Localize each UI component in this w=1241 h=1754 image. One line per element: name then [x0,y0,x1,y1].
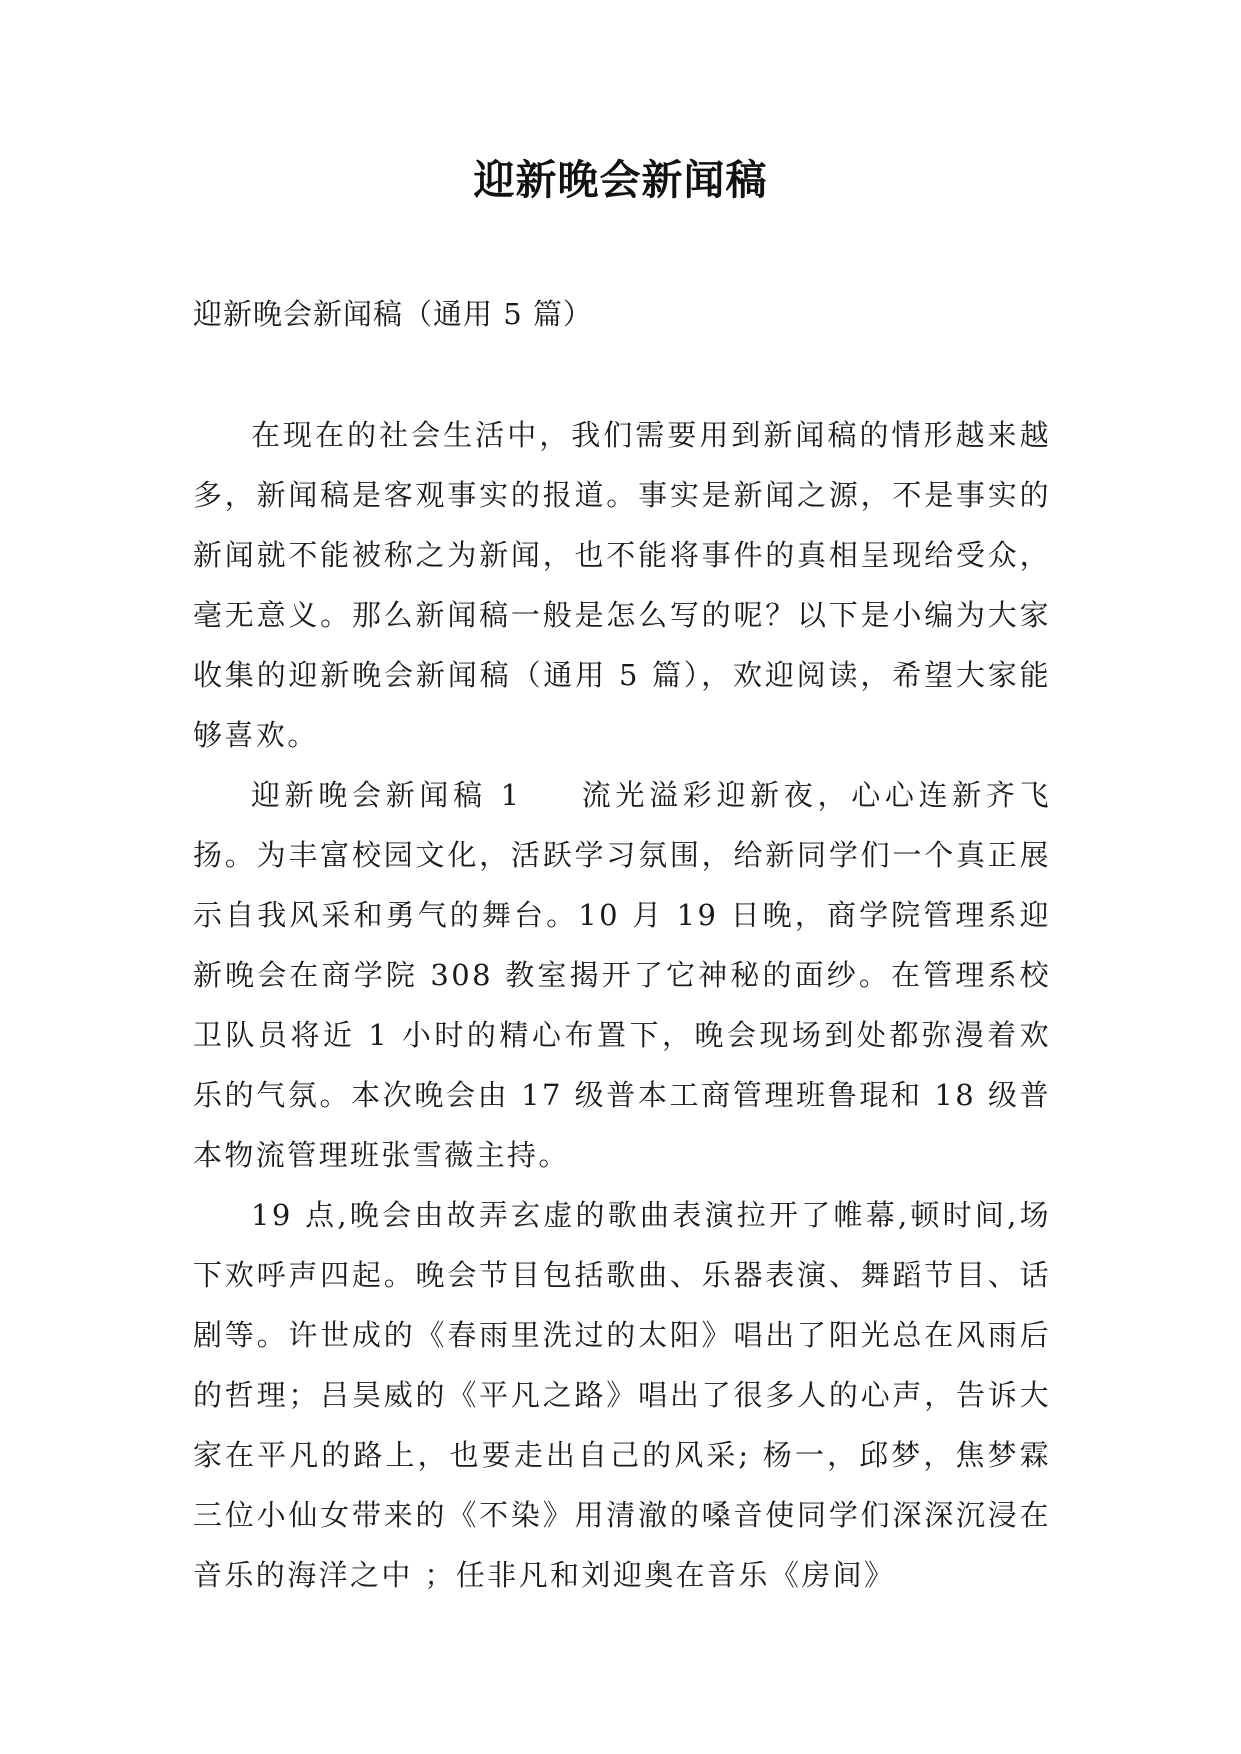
document-title: 迎新晚会新闻稿 [473,156,768,204]
section-1-text: 流光溢彩迎新夜，心心连新齐飞扬。为丰富校园文化，活跃学习氛围，给新同学们一个真正展示自我风采和勇气的舞台。10 月 19 日晚，商学院管理系迎新晚会在商学院 308 教室揭开了它神秘的面纱。在管理系校卫队员将近 1 小时的精心布置下，晚会现场到处都弥漫着欢乐的气氛。本次晚会由 17 级普本工商管理班鲁琨和 18 级普本物流管理班张雪薇主持。 [193,778,1051,1172]
body-paragraph-3: 19 点,晚会由故弄玄虚的歌曲表演拉开了帷幕,顿时间,场下欢呼声四起。晚会节目包括歌曲、乐器表演、舞蹈节目、话剧等。许世成的《春雨里洗过的太阳》唱出了阳光总在风雨后的哲理；吕昊威的《平凡之路》唱出了很多人的心声，告诉大家在平凡的路上，也要走出自己的风采; 杨一，邱梦，焦梦霖三位小仙女带来的《不染》用清澈的嗓音使同学们深深沉浸在音乐的海洋之中 ；任非凡和刘迎奥在音乐《房间》 [193,1198,1051,1592]
document-body [193,405,1051,1605]
document-subtitle: 迎新晚会新闻稿（通用 5 篇） [193,297,593,331]
section-1-heading: 迎新晚会新闻稿 1 [251,778,522,812]
intro-paragraph: 在现在的社会生活中，我们需要用到新闻稿的情形越来越多，新闻稿是客观事实的报道。事实是新闻之源，不是事实的新闻就不能被称之为新闻，也不能将事件的真相呈现给受众，毫无意义。那么新闻稿一般是怎么写的呢？以下是小编为大家收集的迎新晚会新闻稿（通用 5 篇），欢迎阅读，希望大家能够喜欢。 [193,418,1051,752]
section-1-paragraph [193,765,1051,1185]
